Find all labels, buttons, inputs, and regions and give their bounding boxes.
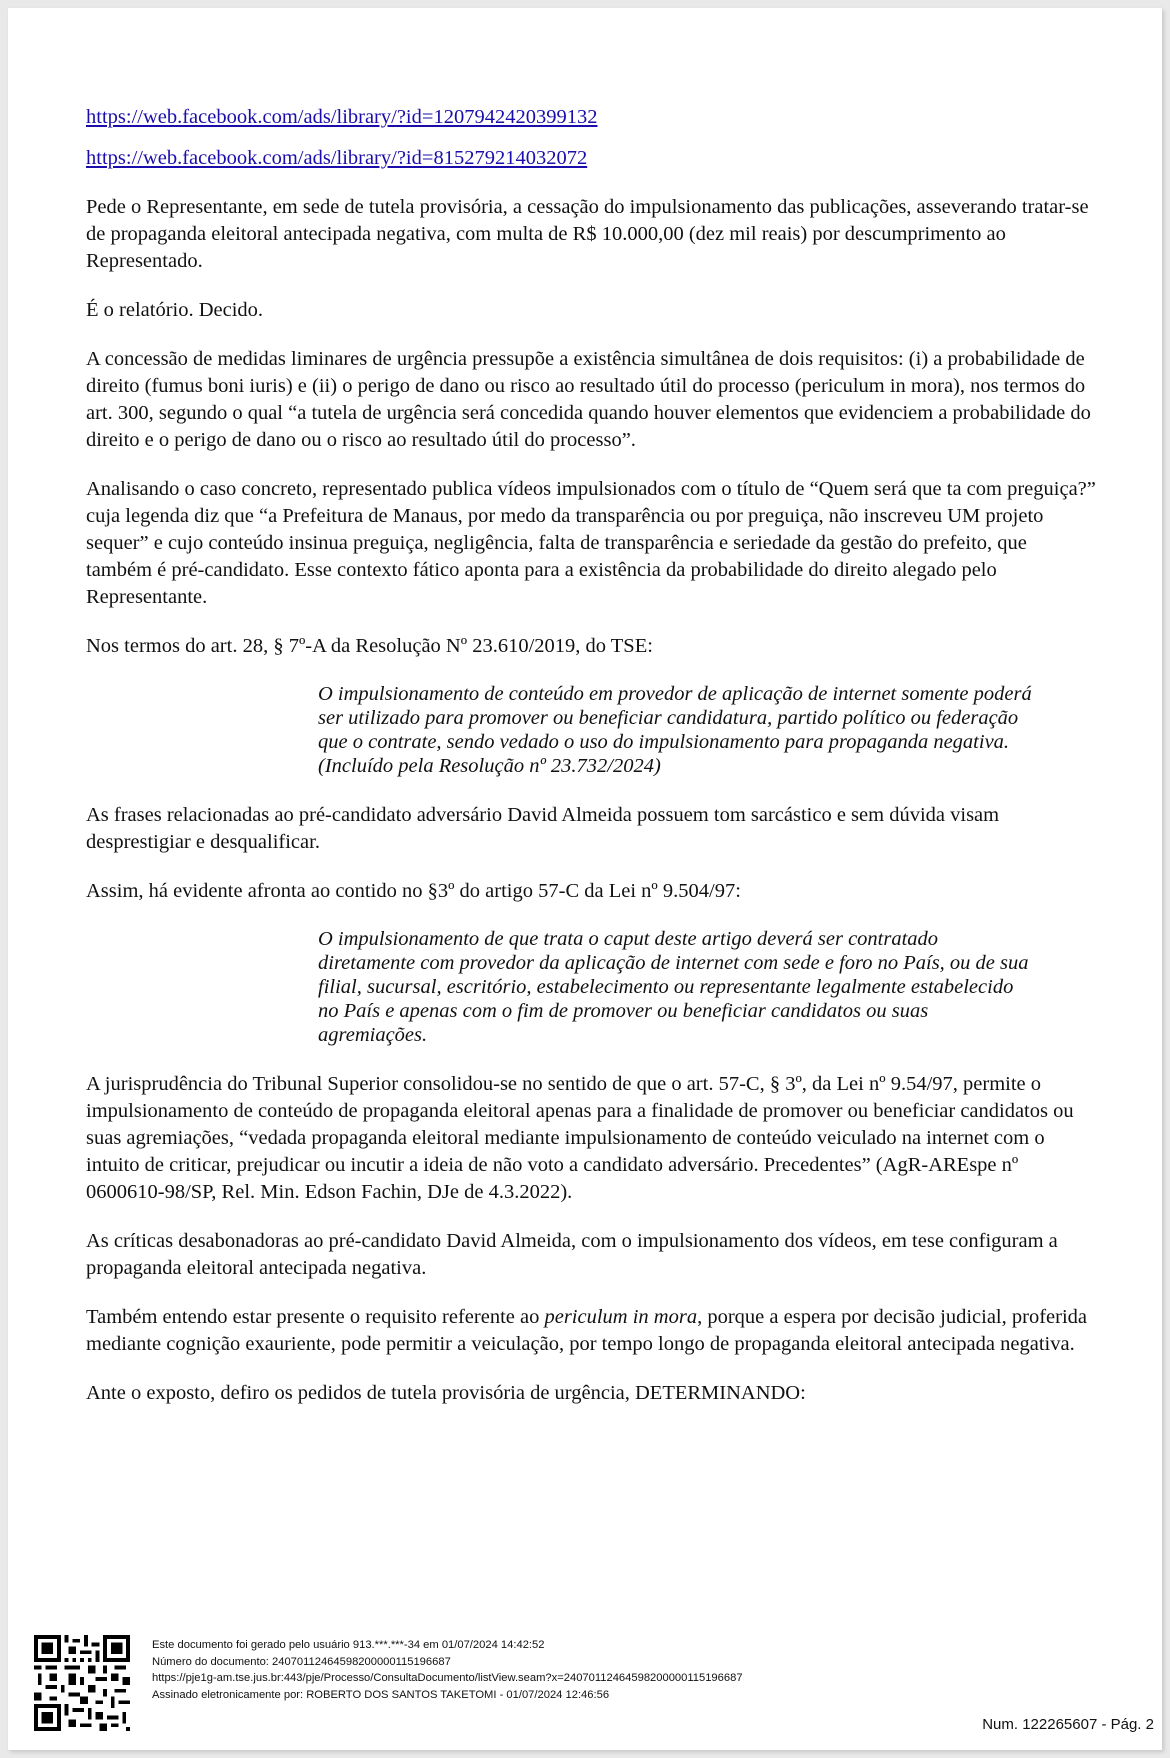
quote-law: O impulsionamento de que trata o caput deste artigo deverá ser contratado diretamente com provedor da aplicação de internet com sede e foro no País, ou de sua filial, sucursal, escritório, estabelecimento ou representante legalmente estabelecido no País e apenas com o fim de promover ou beneficiar candidatos ou suas agremiações. bbox=[318, 928, 1029, 1046]
paragraph-criticism: As críticas desabonadoras ao pré-candidato David Almeida, com o impulsionamento dos vídeos, em tese configuram a propaganda eleitoral antecipada negativa. bbox=[86, 1230, 1058, 1279]
paragraph-decision: Ante o exposto, defiro os pedidos de tutela provisória de urgência, DETERMINANDO: bbox=[86, 1382, 806, 1404]
paragraph-periculum bbox=[86, 1304, 1096, 1358]
qr-code-icon[interactable] bbox=[34, 1635, 130, 1731]
document-footer bbox=[30, 1633, 1160, 1748]
paragraph-resolution-ref: Nos termos do art. 28, § 7º-A da Resolução Nº 23.610/2019, do TSE: bbox=[86, 635, 653, 657]
footer-info bbox=[152, 1637, 743, 1703]
footer-document-number: Número do documento: 24070112464598200000115196687 bbox=[152, 1655, 451, 1668]
footer-signature: Assinado eletronicamente por: ROBERTO DOS SANTOS TAKETOMI - 01/07/2024 12:46:56 bbox=[152, 1688, 610, 1701]
periculum-italic: periculum in mora bbox=[544, 1306, 698, 1328]
paragraph-requirements: A concessão de medidas liminares de urgência pressupõe a existência simultânea de dois requisitos: (i) a probabilidade de direito (fumus boni iuris) e (ii) o perigo de dano ou risco ao resultado útil do processo (periculum in mora), nos termos do art. 300, segundo o qual “a tutela de urgência será concedida quando houver elementos que evidenciem a probabilidade do direito e o perigo de dano ou o risco ao resultado útil do processo”. bbox=[86, 348, 1091, 451]
ad-library-link-2[interactable]: https://web.facebook.com/ads/library/?id=815279214032072 bbox=[86, 147, 588, 169]
periculum-text-a: Também entendo estar presente o requisito referente ao bbox=[86, 1306, 545, 1328]
document-body bbox=[86, 104, 1096, 1429]
ad-library-link-1[interactable]: https://web.facebook.com/ads/library/?id=1207942420399132 bbox=[86, 106, 598, 128]
periculum-text-b: , porque a espera por decisão judicial, proferida mediante cognição exauriente, pode permitir a veiculação, por tempo longo de propaganda eleitoral antecipada negativa. bbox=[86, 1306, 1087, 1355]
paragraph-jurisprudence: A jurisprudência do Tribunal Superior consolidou-se no sentido de que o art. 57-C, § 3º, da Lei nº 9.54/97, permite o impulsionamento de conteúdo de propaganda eleitoral apenas para a finalidade de promover ou beneficiar candidatos ou suas agremiações, “vedada propaganda eleitoral mediante impulsionamento de conteúdo veiculado na internet com o intuito de criticar, prejudicar ou incutir a ideia de não voto a candidato adversário. Precedentes” (AgR-AREspe nº 0600610-98/SP, Rel. Min. Edson Fachin, DJe de 4.3.2022). bbox=[86, 1073, 1074, 1203]
paragraph-law-ref: Assim, há evidente afronta ao contido no §3º do artigo 57-C da Lei nº 9.504/97: bbox=[86, 880, 741, 902]
footer-document-url[interactable]: https://pje1g-am.tse.jus.br:443/pje/Processo/ConsultaDocumento/listView.seam?x=24070112464598200000115196687 bbox=[152, 1672, 743, 1684]
document-page bbox=[8, 8, 1162, 1750]
paragraph-case-analysis: Analisando o caso concreto, representado publica vídeos impulsionados com o título de “Quem será que ta com preguiça?” cuja legenda diz que “a Prefeitura de Manaus, por medo da transparência ou por preguiça, não inscreveu UM projeto sequer” e cujo conteúdo insinua preguiça, negligência, falta de transparência e seriedade da gestão do prefeito, que também é pré-candidato. Esse contexto fático aponta para a existência da probabilidade do direito alegado pelo Representante. bbox=[86, 478, 1096, 608]
page-number: Num. 122265607 - Pág. 2 bbox=[982, 1716, 1154, 1733]
paragraph-request: Pede o Representante, em sede de tutela provisória, a cessação do impulsionamento das publicações, asseverando tratar-se de propaganda eleitoral antecipada negativa, com multa de R$ 10.000,00 (dez mil reais) por descumprimento ao Representado. bbox=[86, 196, 1089, 272]
paragraph-sarcastic-tone: As frases relacionadas ao pré-candidato adversário David Almeida possuem tom sarcástico e sem dúvida visam desprestigiar e desqualificar. bbox=[86, 804, 1000, 853]
paragraph-report: É o relatório. Decido. bbox=[86, 299, 264, 321]
footer-generated-by: Este documento foi gerado pelo usuário 913.***.***-34 em 01/07/2024 14:42:52 bbox=[152, 1639, 545, 1651]
quote-resolution: O impulsionamento de conteúdo em provedor de aplicação de internet somente poderá ser utilizado para promover ou beneficiar candidatura, partido político ou federação que o contrate, sendo vedado o uso do impulsionamento para propaganda negativa. (Incluído pela Resolução nº 23.732/2024) bbox=[318, 683, 1032, 777]
